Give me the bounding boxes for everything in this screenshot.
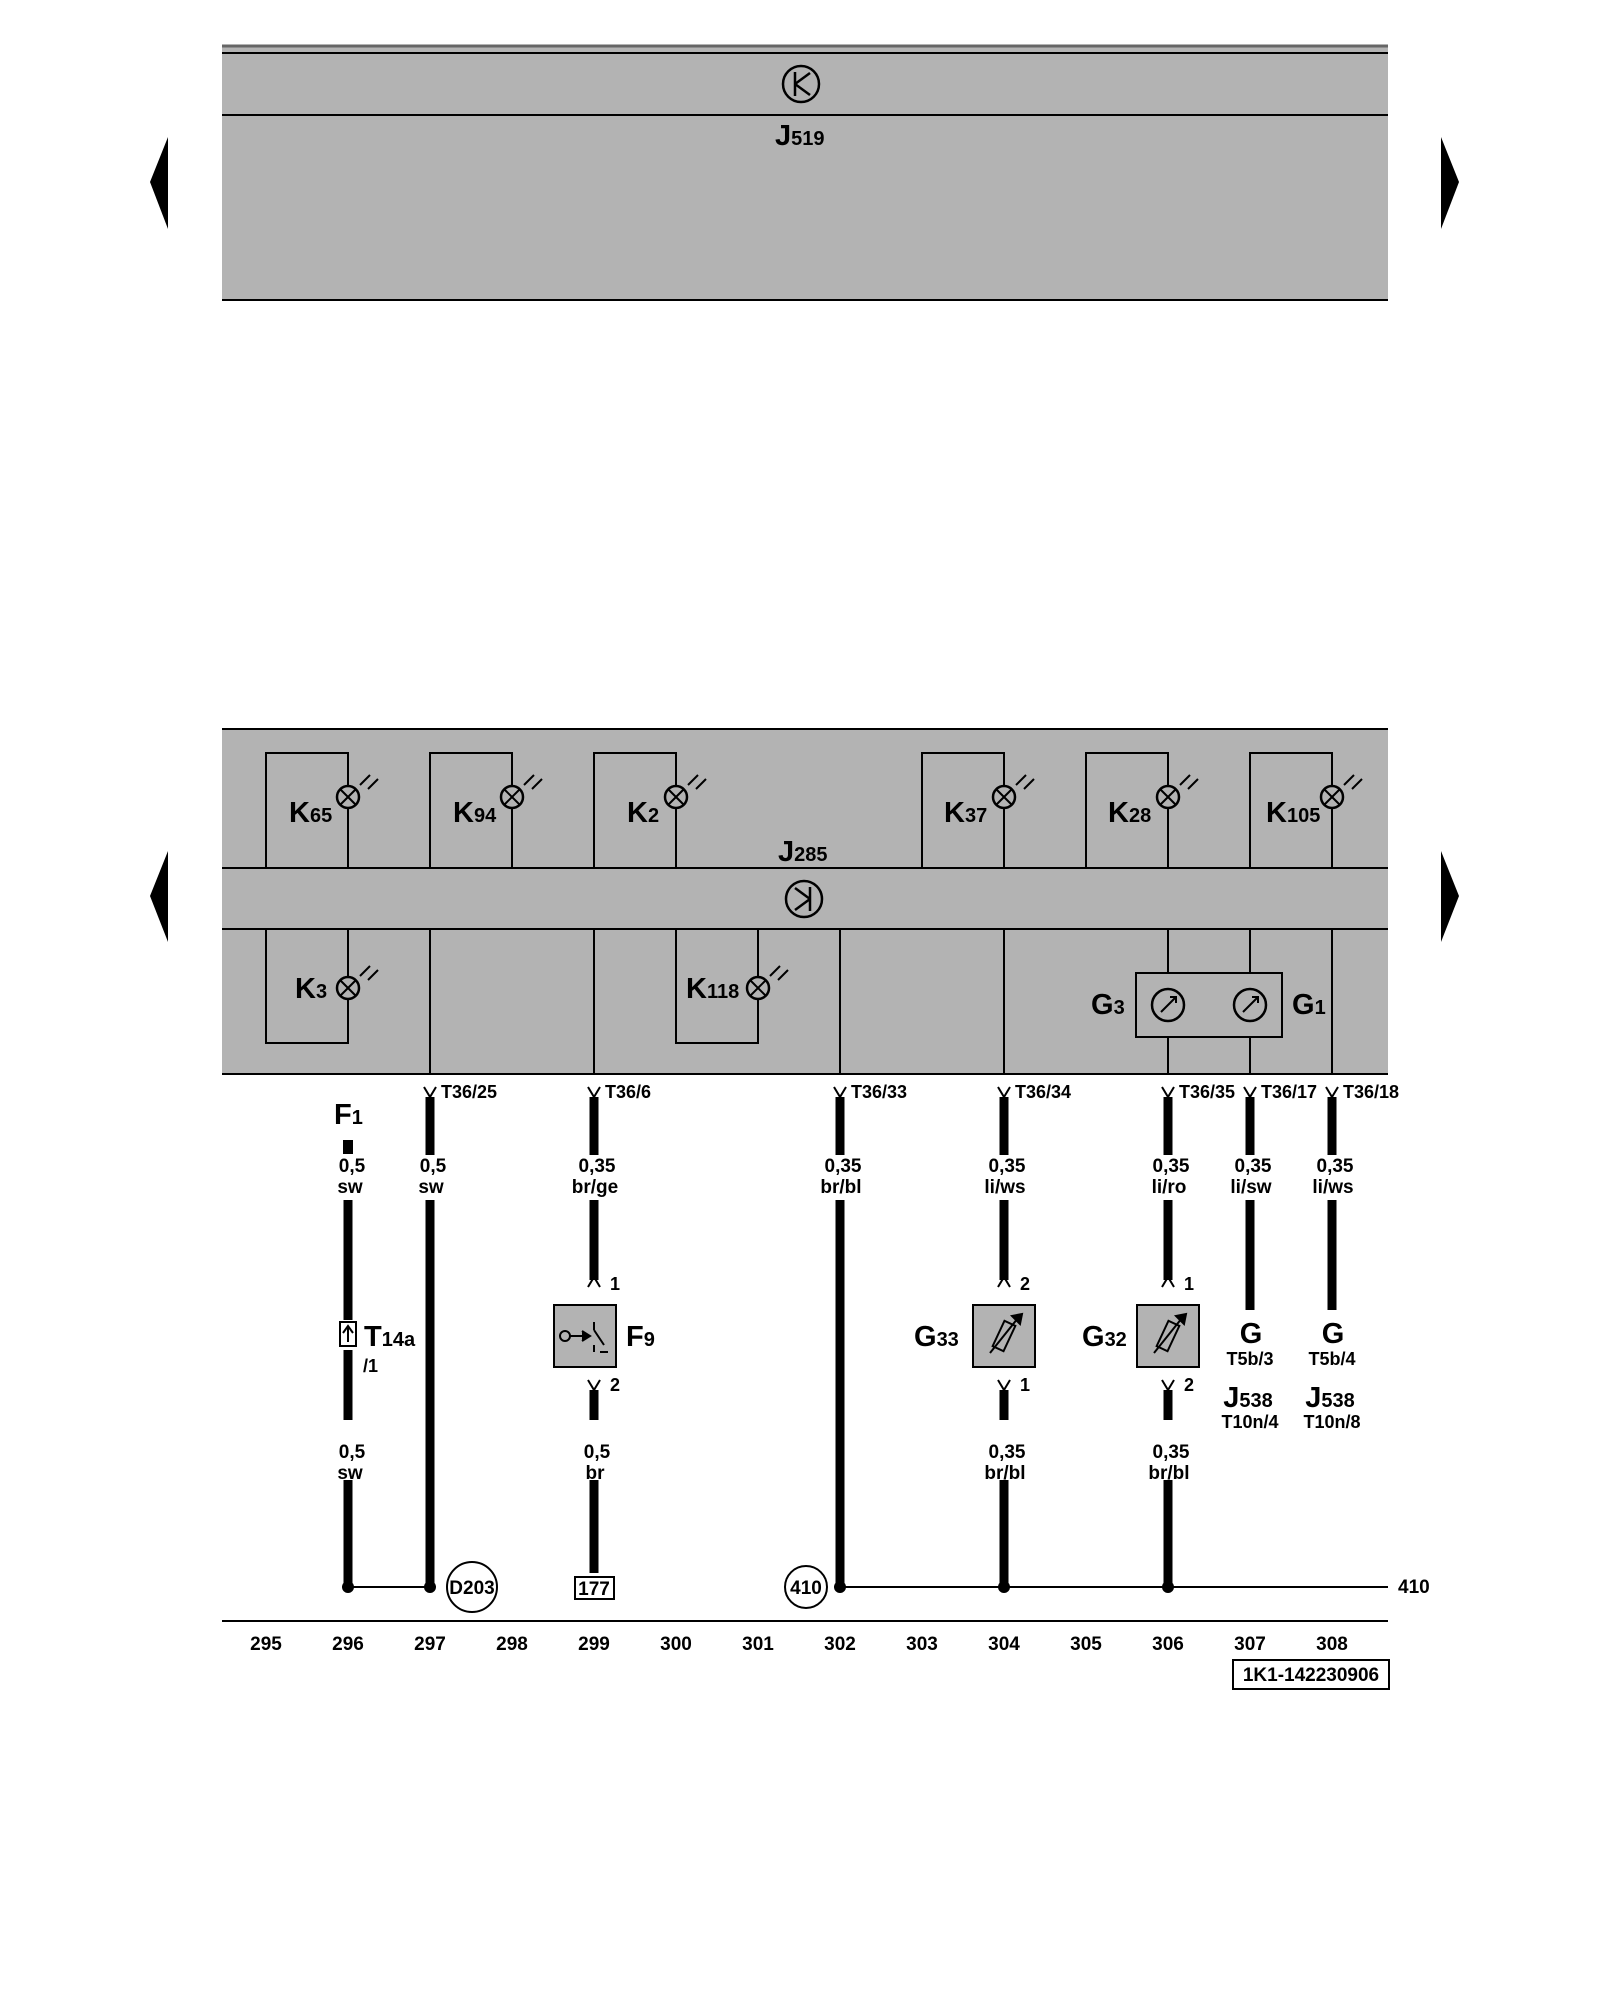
column-number: 303 xyxy=(906,1634,938,1655)
column-number: 295 xyxy=(250,1634,282,1655)
column-number: 297 xyxy=(414,1634,446,1655)
line-ref-410: 410 xyxy=(1398,1577,1430,1598)
wire-size: 0,5 xyxy=(583,1442,611,1463)
wire-color: br/ge xyxy=(571,1177,619,1198)
next-page-arrow-icon[interactable] xyxy=(1441,851,1459,942)
gauge-g3-label: G3 xyxy=(1091,989,1125,1021)
wire-color: br/bl xyxy=(1148,1463,1190,1484)
sensor-g32-pin-bottom: 2 xyxy=(1184,1375,1195,1395)
connector-t14a-pin: /1 xyxy=(363,1356,379,1376)
sender-ref-target: J538 xyxy=(1305,1382,1355,1414)
connector-t14a-label: T14a xyxy=(364,1321,416,1353)
sender-ref-307 xyxy=(1221,1318,1278,1432)
ground-point-d203-label: D203 xyxy=(449,1578,495,1599)
wire-color: li/sw xyxy=(1230,1177,1272,1198)
pin-label-t36-25: T36/25 xyxy=(441,1082,498,1102)
lamp-k94-label: K94 xyxy=(453,797,497,829)
wire-labels-upper xyxy=(337,1156,1354,1198)
sender-ref-308 xyxy=(1303,1318,1360,1432)
wire-size: 0,35 xyxy=(988,1442,1026,1463)
column-number: 307 xyxy=(1234,1634,1266,1655)
module-j285 xyxy=(222,729,1388,1074)
sender-ref-conn: T5b/3 xyxy=(1226,1349,1274,1369)
sensor-g32-label: G32 xyxy=(1082,1321,1127,1353)
sensor-f9-pin-top: 1 xyxy=(610,1274,621,1294)
module-j519-body xyxy=(222,46,1388,300)
pin-label-t36-33: T36/33 xyxy=(851,1082,908,1102)
wire-color: li/ws xyxy=(1312,1177,1354,1198)
column-number: 302 xyxy=(824,1634,856,1655)
ref-box-177 xyxy=(575,1577,614,1600)
pin-label-t36-17: T36/17 xyxy=(1261,1082,1318,1102)
sensor-g33-pin-top: 2 xyxy=(1020,1274,1031,1294)
sender-ref-conn: T5b/4 xyxy=(1308,1349,1356,1369)
ground-point-d203 xyxy=(447,1562,497,1612)
pin-label-t36-35: T36/35 xyxy=(1179,1082,1236,1102)
wire-size: 0,5 xyxy=(338,1442,366,1463)
next-page-arrow-icon[interactable] xyxy=(1441,137,1459,229)
ground-point-410 xyxy=(785,1566,827,1608)
wire-size: 0,35 xyxy=(988,1156,1026,1177)
sensor-g32 xyxy=(1082,1274,1199,1395)
column-number: 305 xyxy=(1070,1634,1102,1655)
wire-color: li/ro xyxy=(1151,1177,1187,1198)
lamp-k28-label: K28 xyxy=(1108,797,1152,829)
wire-size: 0,5 xyxy=(338,1156,366,1177)
fuse-f1-label: F1 xyxy=(334,1099,363,1131)
wire-size: 0,35 xyxy=(824,1156,862,1177)
column-number: 301 xyxy=(742,1634,774,1655)
wire-color: br/bl xyxy=(820,1177,862,1198)
module-j285-label: J285 xyxy=(778,836,828,868)
document-id: 1K1-142230906 xyxy=(1242,1665,1380,1686)
wire-size: 0,5 xyxy=(419,1156,447,1177)
column-number: 296 xyxy=(332,1634,364,1655)
sender-ref-target-conn: T10n/8 xyxy=(1303,1412,1361,1432)
wire-color: sw xyxy=(418,1177,444,1198)
column-number: 304 xyxy=(988,1634,1020,1655)
wire-size: 0,35 xyxy=(578,1156,616,1177)
wire-color: br/bl xyxy=(984,1463,1026,1484)
sender-ref-name: G xyxy=(1239,1318,1263,1350)
sender-ref-target: J538 xyxy=(1223,1382,1273,1414)
column-number: 306 xyxy=(1152,1634,1184,1655)
lamp-k65-label: K65 xyxy=(289,797,333,829)
module-j519 xyxy=(222,46,1388,300)
ground-point-410-label: 410 xyxy=(790,1578,822,1599)
wire-size: 0,35 xyxy=(1152,1442,1190,1463)
sensor-g33-pin-bottom: 1 xyxy=(1020,1375,1031,1395)
wire-size: 0,35 xyxy=(1152,1156,1190,1177)
column-number: 298 xyxy=(496,1634,528,1655)
gauge-g1-label: G1 xyxy=(1292,989,1326,1021)
sensor-f9-label: F9 xyxy=(626,1321,655,1353)
sensor-f9 xyxy=(554,1274,655,1395)
pin-label-t36-18: T36/18 xyxy=(1343,1082,1400,1102)
lamp-k118-label: K118 xyxy=(686,973,740,1005)
wire-size: 0,35 xyxy=(1234,1156,1272,1177)
sensor-g33-label: G33 xyxy=(914,1321,959,1353)
pin-label-t36-34: T36/34 xyxy=(1015,1082,1072,1102)
sender-ref-target-conn: T10n/4 xyxy=(1221,1412,1279,1432)
lamp-k2-label: K2 xyxy=(627,797,660,829)
pin-label-t36-6: T36/6 xyxy=(605,1082,652,1102)
column-number: 300 xyxy=(660,1634,692,1655)
sensor-g32-pin-top: 1 xyxy=(1184,1274,1195,1294)
ref-box-177-label: 177 xyxy=(578,1579,610,1600)
wire-color: li/ws xyxy=(984,1177,1026,1198)
document-id-box xyxy=(1233,1660,1389,1689)
wire-color: sw xyxy=(337,1463,363,1484)
prev-page-arrow-icon[interactable] xyxy=(150,851,168,942)
lamp-k3-label: K3 xyxy=(295,973,328,1005)
wire-size: 0,35 xyxy=(1316,1156,1354,1177)
prev-page-arrow-icon[interactable] xyxy=(150,137,168,229)
wire-labels-lower xyxy=(337,1442,1190,1484)
column-number: 308 xyxy=(1316,1634,1348,1655)
wire-color: sw xyxy=(337,1177,363,1198)
sensor-g33 xyxy=(914,1274,1035,1395)
column-number: 299 xyxy=(578,1634,610,1655)
lamp-k37-label: K37 xyxy=(944,797,988,829)
column-numbers xyxy=(250,1634,1348,1655)
sender-ref-name: G xyxy=(1321,1318,1345,1350)
lamp-k105-label: K105 xyxy=(1266,797,1321,829)
module-j519-label: J519 xyxy=(775,120,825,152)
sensor-f9-pin-bottom: 2 xyxy=(610,1375,621,1395)
wire-color: br xyxy=(585,1463,605,1484)
fuse-f1-icon xyxy=(343,1140,353,1154)
